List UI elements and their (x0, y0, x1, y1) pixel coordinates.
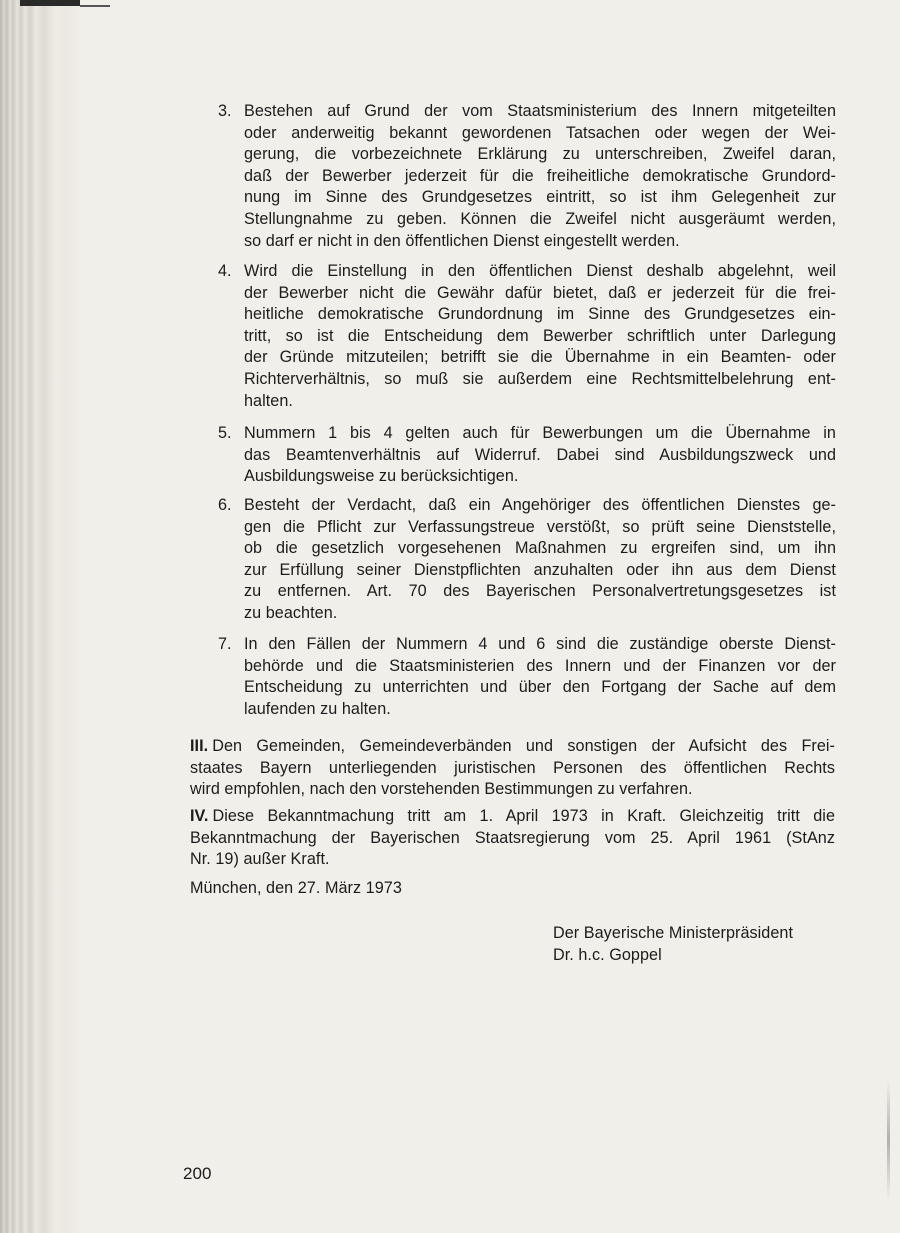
text-line: laufenden zu halten. (244, 699, 391, 718)
text-line: der Bewerber nicht die Gewähr dafür bietet, daß er jederzeit für die frei- (244, 283, 836, 302)
text-line: daß der Bewerber jederzeit für die freiheitliche demokratische Grundord- (244, 166, 836, 185)
text-line: Nr. 19) außer Kraft. (190, 850, 330, 869)
item-number: 6. (218, 496, 232, 514)
item-number: 7. (218, 635, 232, 653)
item-body (244, 423, 836, 488)
text-line: Bestehen auf Grund der vom Staatsministerium des Innern mitgeteilten (244, 102, 836, 120)
text-line: der Gründe mitzuteilen; betrifft sie die Übernahme in ein Beamten- oder (244, 348, 836, 367)
section-numeral: IV. (190, 807, 209, 825)
section-numeral: III. (190, 737, 209, 755)
item-number: 5. (218, 424, 232, 442)
place-date-text: München, den 27. März 1973 (190, 879, 402, 897)
item-body (244, 261, 836, 412)
text-line: das Beamtenverhältnis auf Widerruf. Dabei sind Ausbildungszweck und (244, 445, 836, 464)
text-line: Richterverhältnis, so muß sie außerdem eine Rechtsmittelbelehrung ent- (244, 369, 836, 388)
text-line: ob die gesetzlich vorgesehenen Maßnahmen zu ergreifen sind, um ihn (244, 539, 836, 558)
signature-name: Dr. h.c. Goppel (553, 945, 662, 964)
text-line: zu entfernen. Art. 70 des Bayerischen Personalvertretungsgesetzes ist (244, 582, 836, 601)
text-line: Entscheidung zu unterrichten und über den Fortgang der Sache auf dem (244, 678, 836, 697)
text-line: gerung, die vorbezeichnete Erklärung zu unterschreiben, Zweifel daran, (244, 145, 836, 164)
section-iii (190, 736, 835, 801)
text-line: In den Fällen der Nummern 4 und 6 sind die zuständige oberste Dienst- (244, 635, 836, 653)
text-line: so darf er nicht in den öffentlichen Dienst eingestellt werden. (244, 231, 680, 250)
item-body (244, 634, 836, 720)
text-line: zur Erfüllung seiner Dienstpflichten anzuhalten oder ihn aus dem Dienst (244, 560, 836, 579)
text-line: wird empfohlen, nach den vorstehenden Bestimmungen zu verfahren. (190, 780, 693, 799)
text-line: Wird die Einstellung in den öffentlichen Dienst deshalb abgelehnt, weil (244, 262, 836, 280)
text-line: oder anderweitig bekannt gewordenen Tatsachen oder wegen der Wei- (244, 123, 836, 142)
place-date (190, 878, 835, 900)
text-line: Besteht der Verdacht, daß ein Angehöriger des öffentlichen Dienstes ge- (244, 496, 836, 514)
text-line: Bekanntmachung der Bayerischen Staatsregierung vom 25. April 1961 (StAnz (190, 828, 835, 847)
text-line: heitliche demokratische Grundordnung im Sinne des Grundgesetzes ein- (244, 305, 836, 324)
section-iv (190, 806, 835, 871)
text-line: nung im Sinne des Grundgesetzes eintritt, so ist ihm Gelegenheit zur (244, 188, 836, 207)
text-line: behörde und die Staatsministerien des Innern und der Finanzen vor der (244, 656, 836, 675)
text-line (190, 736, 835, 758)
text-line: zu beachten. (244, 603, 338, 622)
text-line: staates Bayern unterliegenden juristischen Personen des öffentlichen Rechts (190, 758, 835, 777)
text-line-content: Den Gemeinden, Gemeindeverbänden und sonstigen der Aufsicht des Frei- (212, 737, 835, 755)
item-body (244, 101, 836, 252)
item-body (244, 495, 836, 625)
item-number: 4. (218, 262, 232, 280)
text-line: halten. (244, 391, 293, 410)
signature-block (553, 923, 853, 966)
page-number: 200 (183, 1164, 212, 1183)
text-line: Ausbildungsweise zu berücksichtigen. (244, 467, 519, 486)
text-line (190, 806, 835, 828)
text-line: Stellungnahme zu geben. Können die Zweifel nicht ausgeräumt werden, (244, 209, 836, 228)
text-line-content: Diese Bekanntmachung tritt am 1. April 1973 in Kraft. Gleichzeitig tritt die (212, 807, 835, 825)
signature-title: Der Bayerische Ministerpräsident (553, 924, 794, 942)
item-number: 3. (218, 102, 232, 120)
text-line: gen die Pflicht zur Verfassungstreue verstößt, so prüft seine Dienststelle, (244, 517, 836, 536)
text-line: tritt, so ist die Entscheidung dem Bewerber schriftlich unter Darlegung (244, 326, 836, 345)
text-line: Nummern 1 bis 4 gelten auch für Bewerbungen um die Übernahme in (244, 424, 836, 442)
